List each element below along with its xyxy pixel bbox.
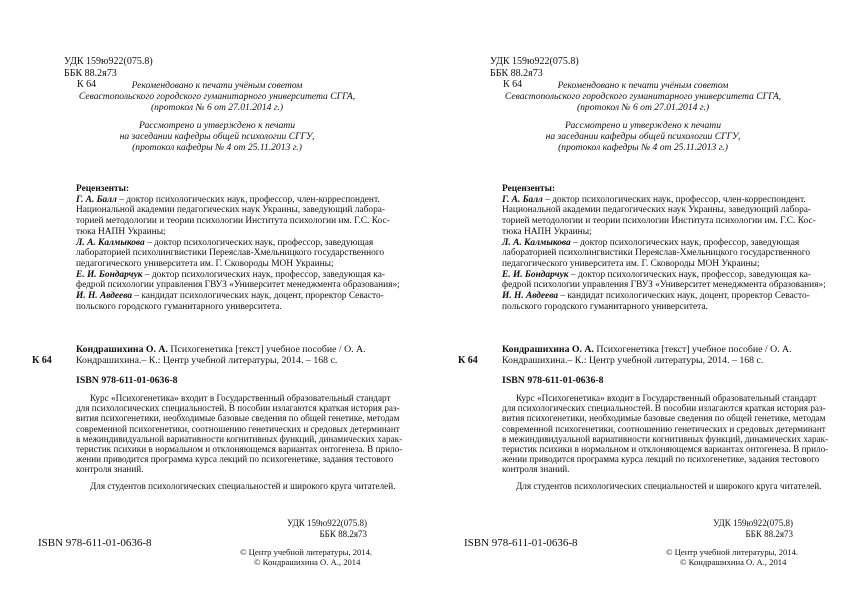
approval-line: (протокол кафедры № 4 от 25.11.2013 г.): [558, 142, 728, 154]
abstract-line: жении приводится программа курса лекций по психогенетике, задания тестового: [502, 454, 820, 465]
recommendation-line: Севастопольского городского гуманитарного университета СГГА,: [504, 91, 782, 103]
reviewers-block: [502, 184, 826, 312]
biblio-publisher: Кондрашихина.– К.: Центр учебной литературы, 2014. – 168 с.: [76, 355, 338, 367]
bottom-bbk: ББК 88.2я73: [319, 528, 367, 539]
audience-note: Для студентов психологических специальностей и широкого круга читателей.: [90, 481, 396, 491]
abstract-line: для психологических специальностей. В пособии излагаются краткая история раз-: [502, 403, 826, 414]
reviewer-name: Е. И. Бондарчук: [76, 269, 143, 280]
margin-mark: К 64: [458, 355, 478, 366]
recommendation-line: (протокол № 6 от 27.01.2014 г.): [150, 102, 284, 114]
reviewer-line: федрой психологии управления ГВУЗ «Университет менеджмента образования»;: [76, 280, 400, 291]
abstract-line: современной психогенетики, соотношению генетических и средовых детерминант: [76, 423, 400, 434]
reviewer-name: Г. А. Балл: [502, 194, 543, 205]
reviewers-title: Рецензенты:: [76, 184, 130, 194]
reviewer-line: педагогического университета им. Г. Сковороды МОН Украины;: [76, 258, 334, 269]
abstract-line: контроля знаний.: [502, 464, 570, 475]
abstract-line: для психологических специальностей. В пособии излагаются краткая история раз-: [76, 403, 400, 414]
reviewer-line: педагогического университета им. Г. Сковороды МОН Украины;: [502, 258, 760, 269]
approval-line: на заседании кафедры общей психологии СГГУ,: [545, 131, 741, 143]
reviewer-name: Л. А. Калмыкова: [76, 237, 145, 248]
reviewer-name: Е. И. Бондарчук: [502, 269, 569, 280]
bbk-code: ББК 88.2я73: [64, 67, 117, 79]
abstract-line: контроля знаний.: [76, 464, 144, 475]
reviewer-name: Г. А. Балл: [76, 194, 117, 205]
copyright-block: [240, 548, 372, 568]
udk-code: УДК 159ю922(075.8): [490, 56, 579, 67]
reviewer-line: Л. А. Калмыкова – доктор психологических наук, профессор, заведующая: [76, 237, 374, 248]
reviewer-line: тюка НАПН Украины;: [76, 226, 166, 237]
abstract-line: теристик психики в нормальном и отклоняющемся вариантах онтогенеза. В прило-: [76, 444, 403, 455]
abstract-line: в межиндивидуальной вариативности когнитивных функций, динамических харак-: [76, 433, 403, 444]
reviewer-line: Л. А. Калмыкова – доктор психологических наук, профессор, заведующая: [502, 237, 800, 248]
reviewer-name: И. Н. Авдеева: [76, 291, 133, 302]
reviewer-line: И. Н. Авдеева – кандидат психологических наук, доцент, проректор Севасто-: [76, 291, 384, 302]
audience-note: Для студентов психологических специальностей и широкого круга читателей.: [516, 481, 822, 491]
biblio-title: Психогенетика [текст] учебное пособие / О. А.: [593, 344, 792, 355]
reviewer-line: лабораторией психолингвистики Переяслав-Хмельницкого государственного: [76, 248, 385, 259]
right-page: [426, 0, 852, 600]
isbn-footer: ISBN 978-611-01-0636-8: [464, 537, 578, 549]
reviewer-line: торией методологии и теории психологии Института психологии им. Г.С. Кос-: [76, 216, 390, 227]
abstract-line: Курс «Психогенетика» входит в Государственный образовательный стандарт: [90, 393, 391, 403]
reviewers-block: [76, 184, 400, 312]
copyright-publisher: © Центр учебной литературы, 2014.: [240, 547, 373, 557]
reviewer-line: И. Н. Авдеева – кандидат психологических наук, доцент, проректор Севасто-: [502, 291, 810, 302]
reviewer-line: федрой психологии управления ГВУЗ «Университет менеджмента образования»;: [502, 280, 826, 291]
k-code: К 64: [77, 79, 97, 90]
bottom-codes: [287, 518, 367, 540]
biblio-author: Кондрашихина О. А.: [502, 344, 594, 355]
department-approval: [30, 120, 404, 154]
bibliographic-record: [502, 344, 792, 367]
reviewer-line: Г. А. Балл – доктор психологических наук, профессор, член-корреспондент.: [502, 194, 806, 205]
reviewer-line: Е. И. Бондарчук – доктор психологических наук, профессор, заведующая ка-: [76, 269, 386, 280]
udk-code: УДК 159ю922(075.8): [64, 56, 153, 67]
bottom-codes: [713, 518, 793, 540]
reviewer-line: Национальной академии педагогических наук Украины, заведующий лабора-: [76, 205, 386, 216]
copyright-author: © Кондрашихина О. А., 2014: [254, 556, 361, 567]
reviewer-line: Национальной академии педагогических наук Украины, заведующий лабора-: [502, 205, 812, 216]
reviewer-line: Е. И. Бондарчук – доктор психологических наук, профессор, заведующая ка-: [502, 269, 812, 280]
recommendation-line: (протокол № 6 от 27.01.2014 г.): [576, 102, 710, 114]
reviewer-line: тюка НАПН Украины;: [502, 226, 592, 237]
isbn-heading: ISBN 978-611-01-0636-8: [502, 375, 604, 386]
biblio-author: Кондрашихина О. А.: [76, 344, 168, 355]
copyright-block: [666, 548, 798, 568]
recommendation-line: Севастопольского городского гуманитарного университета СГГА,: [78, 91, 356, 103]
abstract: [502, 393, 828, 475]
k-code: К 64: [503, 79, 523, 90]
reviewer-name: Л. А. Калмыкова: [502, 237, 571, 248]
bibliographic-record: [76, 344, 366, 367]
abstract-line: вития психогенетики, необходимые базовые сведения по общей генетике, методам: [502, 413, 826, 424]
abstract-line: современной психогенетики, соотношению генетических и средовых детерминант: [502, 423, 826, 434]
reviewers-title: Рецензенты:: [502, 184, 556, 194]
reviewer-line: лабораторией психолингвистики Переяслав-Хмельницкого государственного: [502, 248, 811, 259]
copyright-author: © Кондрашихина О. А., 2014: [680, 556, 787, 567]
abstract-line: теристик психики в нормальном и отклоняющемся вариантах онтогенеза. В прило-: [502, 444, 829, 455]
recommendation-line: Рекомендовано к печати учёным советом: [131, 80, 303, 91]
reviewer-line: Г. А. Балл – доктор психологических наук, профессор, член-корреспондент.: [76, 194, 380, 205]
isbn-heading: ISBN 978-611-01-0636-8: [76, 375, 178, 386]
bottom-bbk: ББК 88.2я73: [745, 528, 793, 539]
reviewer-line: польского городского гуманитарного университета.: [502, 301, 708, 312]
abstract-line: в межиндивидуальной вариативности когнитивных функций, динамических харак-: [502, 433, 829, 444]
abstract-line: вития психогенетики, необходимые базовые сведения по общей генетике, методам: [76, 413, 400, 424]
abstract-line: жении приводится программа курса лекций по психогенетике, задания тестового: [76, 454, 394, 465]
bbk-code: ББК 88.2я73: [490, 67, 543, 79]
recommendation-line: Рекомендовано к печати учёным советом: [557, 80, 729, 91]
approval-line: (протокол кафедры № 4 от 25.11.2013 г.): [132, 142, 302, 154]
copyright-publisher: © Центр учебной литературы, 2014.: [666, 547, 799, 557]
approval-line: Рассмотрено и утверждено к печати: [138, 120, 296, 131]
bottom-udk: УДК 159ю922(075.8): [287, 518, 367, 528]
reviewer-line: торией методологии и теории психологии Института психологии им. Г.С. Кос-: [502, 216, 816, 227]
abstract: [76, 393, 402, 475]
council-recommendation: [30, 80, 404, 114]
abstract-line: Курс «Психогенетика» входит в Государственный образовательный стандарт: [516, 393, 817, 403]
margin-mark: К 64: [32, 355, 52, 366]
biblio-publisher: Кондрашихина.– К.: Центр учебной литературы, 2014. – 168 с.: [502, 355, 764, 367]
approval-line: на заседании кафедры общей психологии СГГУ,: [119, 131, 315, 143]
isbn-footer: ISBN 978-611-01-0636-8: [38, 537, 152, 549]
approval-line: Рассмотрено и утверждено к печати: [564, 120, 722, 131]
department-approval: [456, 120, 830, 154]
reviewer-name: И. Н. Авдеева: [502, 291, 559, 302]
reviewer-line: польского городского гуманитарного университета.: [76, 301, 282, 312]
bottom-udk: УДК 159ю922(075.8): [713, 518, 793, 528]
council-recommendation: [456, 80, 830, 114]
biblio-title: Психогенетика [текст] учебное пособие / О. А.: [167, 344, 366, 355]
